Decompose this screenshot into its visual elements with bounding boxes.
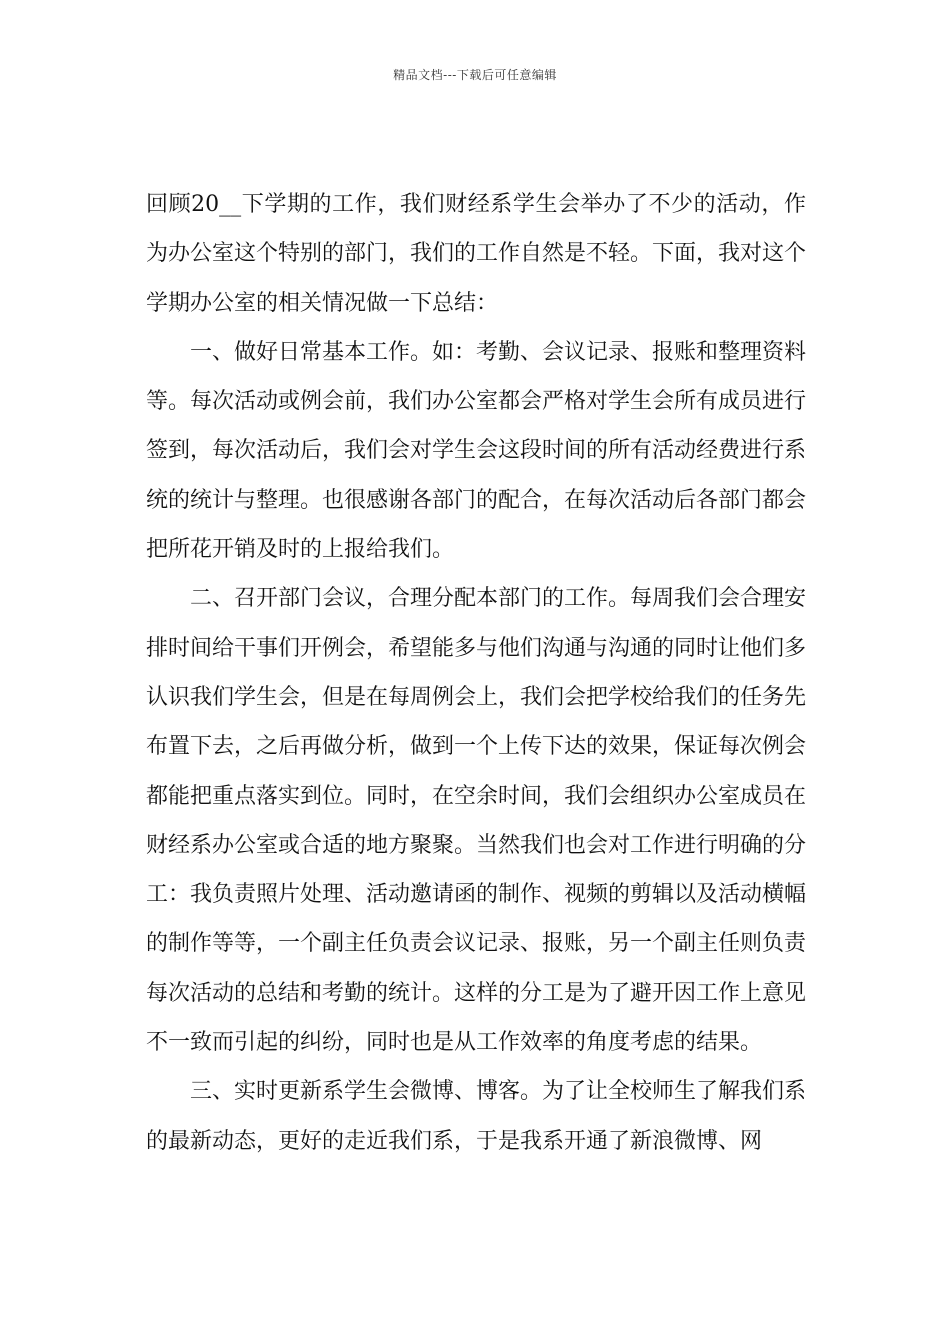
paragraph-section-1: 一、做好日常基本工作。如：考勤、会议记录、报账和整理资料等。每次活动或例会前，我们办公室都会严格对学生会所有成员进行签到，每次活动后，我们会对学生会这段时间的所有活动经费进行系统的统计与整理。也很感谢各部门的配合，在每次活动后各部门都会把所花开销及时的上报给我们。	[146, 339, 807, 563]
paragraph-section-3: 三、实时更新系学生会微博、博客。为了让全校师生了解我们系的最新动态，更好的走近我们系，于是我系开通了新浪微博、网	[146, 1079, 807, 1154]
paragraph-intro: 回顾20__下学期的工作，我们财经系学生会举办了不少的活动，作为办公室这个特别的部门，我们的工作自然是不轻。下面，我对这个学期办公室的相关情况做一下总结：	[146, 192, 807, 316]
document-body	[146, 180, 806, 1166]
paragraph-section-2: 二、召开部门会议，合理分配本部门的工作。每周我们会合理安排时间给干事们开例会，希望能多与他们沟通与沟通的同时让他们多认识我们学生会，但是在每周例会上，我们会把学校给我们的任务先布置下去，之后再做分析，做到一个上传下达的效果，保证每次例会都能把重点落实到位。同时，在空余时间，我们会组织办公室成员在财经系办公室或合适的地方聚聚。当然我们也会对工作进行明确的分工：我负责照片处理、活动邀请函的制作、视频的剪辑以及活动横幅的制作等等，一个副主任负责会议记录、报账，另一个副主任则负责每次活动的总结和考勤的统计。这样的分工是为了避开因工作上意见不一致而引起的纠纷，同时也是从工作效率的角度考虑的结果。	[146, 586, 807, 1056]
page-header: 精品文档---下载后可任意编辑	[393, 68, 557, 82]
